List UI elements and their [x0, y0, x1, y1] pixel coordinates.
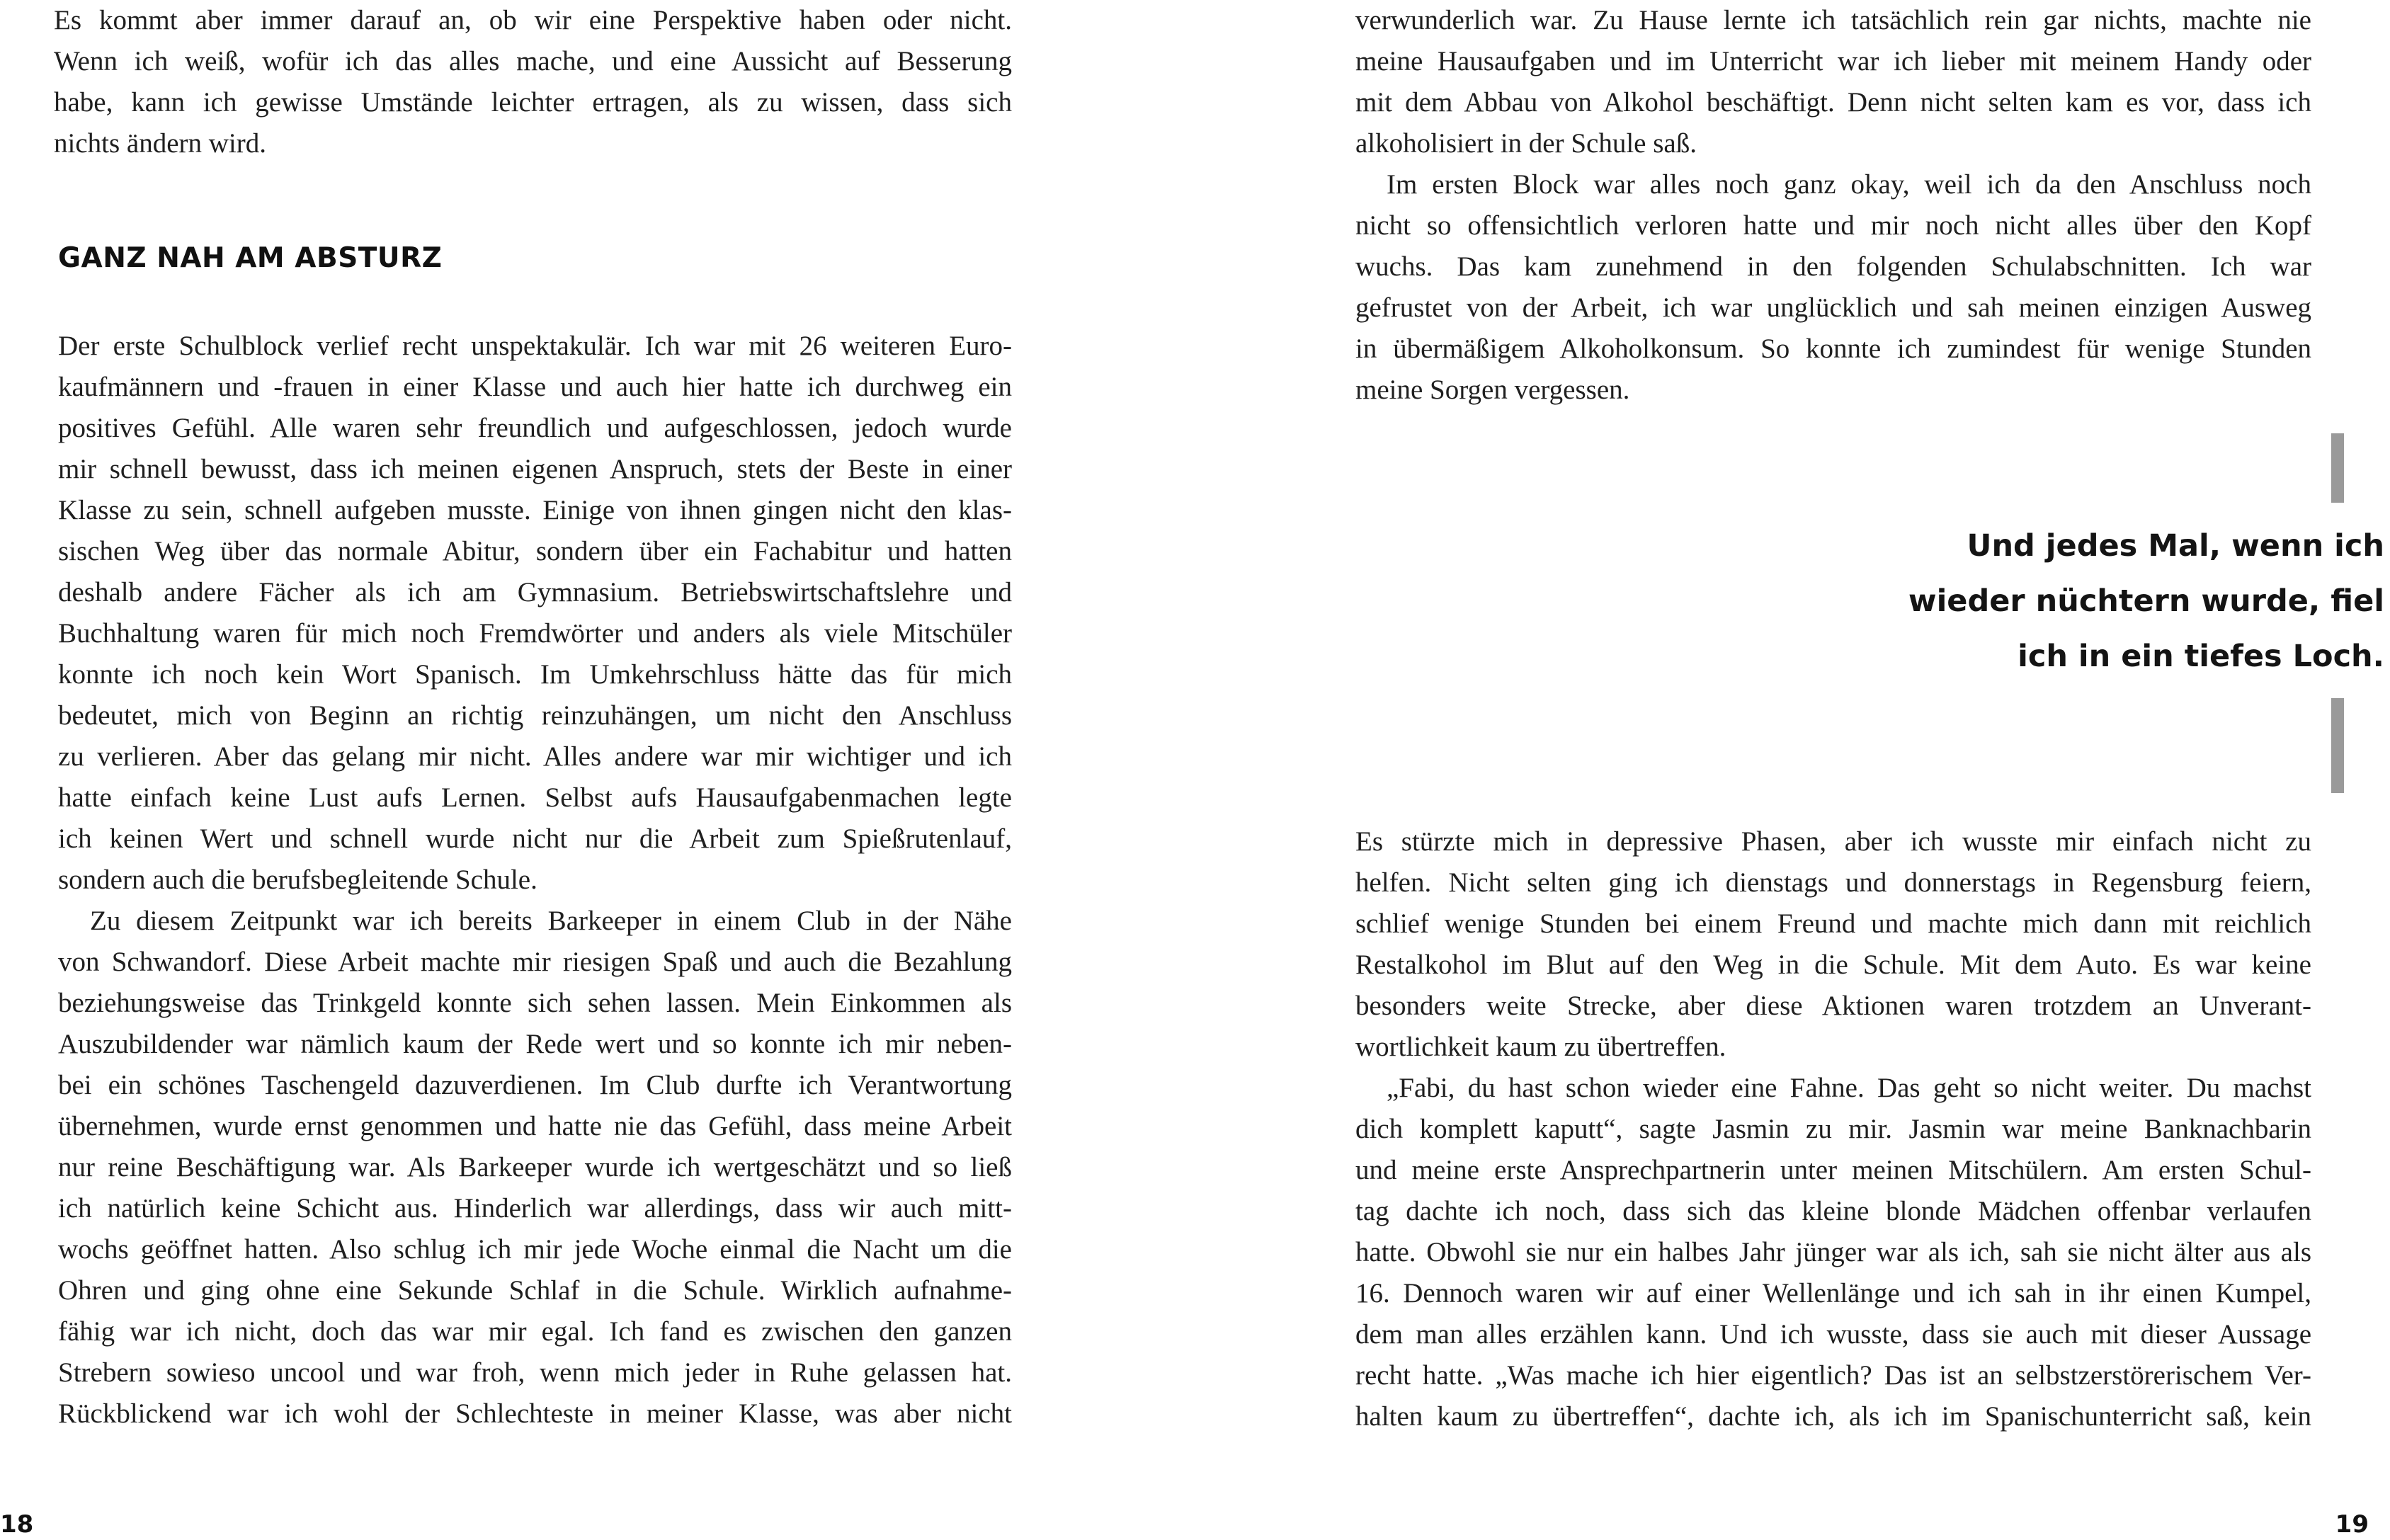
text-line: tag dachte ich noch, dass sich das kleine blonde Mädchen offenbar verlaufen — [1355, 1196, 2311, 1226]
text-line: Es stürzte mich in depressive Phasen, aber ich wusste mir einfach nicht zu — [1355, 826, 2311, 857]
text-line: Restalkohol im Blut auf den Weg in die Schule. Mit dem Auto. Es war keine — [1355, 949, 2311, 980]
text-line: hatte. Obwohl sie nur ein halbes Jahr jünger war als ich, sah sie nicht älter aus als — [1355, 1237, 2311, 1267]
text-line: helfen. Nicht selten ging ich dienstags und donnerstags in Regensburg feiern, — [1355, 867, 2311, 898]
text-line: dem man alles erzählen kann. Und ich wusste, dass sie auch mit dieser Aussage — [1355, 1319, 2311, 1350]
quote-line: ich in ein tiefes Loch. — [2018, 639, 2384, 674]
text-line: ich natürlich keine Schicht aus. Hinderlich war allerdings, dass wir auch mitt- — [58, 1193, 1012, 1224]
quote-line: Und jedes Mal, wenn ich — [1967, 528, 2384, 564]
text-line: Strebern sowieso uncool und war froh, wenn mich jeder in Ruhe gelassen hat. — [58, 1357, 1012, 1388]
quote-bar-bottom — [2331, 698, 2344, 793]
page-number: 18 — [0, 1510, 34, 1539]
text-line: bei ein schönes Taschengeld dazuverdienen. Im Club durfte ich Verantwortung — [58, 1070, 1012, 1100]
text-line: Der erste Schulblock verlief recht unspektakulär. Ich war mit 26 weiteren Euro- — [58, 331, 1012, 361]
text-line: mir schnell bewusst, dass ich meinen eigenen Anspruch, stets der Beste in einer — [58, 454, 1012, 484]
text-line: meine Sorgen vergessen. — [1355, 375, 1630, 405]
text-line: positives Gefühl. Alle waren sehr freundlich und aufgeschlossen, jedoch wurde — [58, 413, 1012, 443]
text-line: in übermäßigem Alkoholkonsum. So konnte ich zumindest für wenige Stunden — [1355, 333, 2311, 364]
text-line: Zu diesem Zeitpunkt war ich bereits Barkeeper in einem Club in der Nähe — [90, 906, 1012, 936]
text-line: wortlichkeit kaum zu übertreffen. — [1355, 1032, 1726, 1062]
text-line: Rückblickend war ich wohl der Schlechteste in meiner Klasse, was aber nicht — [58, 1398, 1012, 1429]
text-line: alkoholisiert in der Schule saß. — [1355, 128, 1697, 159]
text-line: „Fabi, du hast schon wieder eine Fahne. Das geht so nicht weiter. Du machst — [1387, 1073, 2311, 1103]
text-line: wuchs. Das kam zunehmend in den folgenden Schulabschnitten. Ich war — [1355, 251, 2311, 282]
text-line: fähig war ich nicht, doch das war mir egal. Ich fand es zwischen den ganzen — [58, 1316, 1012, 1347]
text-line: bedeutet, mich von Beginn an richtig reinzuhängen, um nicht den Anschluss — [58, 700, 1012, 731]
text-line: dich komplett kaputt“, sagte Jasmin zu mir. Jasmin war meine Banknachbarin — [1355, 1114, 2311, 1144]
text-line: kaufmännern und -frauen in einer Klasse und auch hier hatte ich durchweg ein — [58, 372, 1012, 402]
text-line: Auszubildender war nämlich kaum der Rede wert und so konnte ich mir neben- — [58, 1029, 1012, 1059]
right-page — [1195, 0, 2390, 1540]
quote-bar-top — [2331, 433, 2344, 503]
text-line: ich keinen Wert und schnell wurde nicht nur die Arbeit zum Spießrutenlauf, — [58, 823, 1012, 854]
section-heading: GANZ NAH AM ABSTURZ — [58, 242, 443, 274]
text-line: verwunderlich war. Zu Hause lernte ich tatsächlich rein gar nichts, machte nie — [1355, 5, 2311, 35]
text-line: 16. Dennoch waren wir auf einer Wellenlänge und ich sah in ihr einen Kumpel, — [1355, 1278, 2311, 1308]
quote-line: wieder nüchtern wurde, fiel — [1908, 583, 2384, 619]
text-line: mit dem Abbau von Alkohol beschäftigt. Denn nicht selten kam es vor, dass ich — [1355, 87, 2311, 118]
text-line: hatte einfach keine Lust aufs Lernen. Selbst aufs Hausaufgabenmachen legte — [58, 782, 1012, 813]
text-line: sondern auch die berufsbegleitende Schule. — [58, 865, 537, 895]
text-line: Buchhaltung waren für mich noch Fremdwörter und anders als viele Mitschüler — [58, 618, 1012, 649]
text-line: Wenn ich weiß, wofür ich das alles mache, und eine Aussicht auf Besserung — [54, 46, 1012, 76]
text-line: Klasse zu sein, schnell aufgeben musste. Einige von ihnen gingen nicht den klas- — [58, 495, 1012, 525]
text-line: habe, kann ich gewisse Umstände leichter ertragen, als zu wissen, dass sich — [54, 87, 1012, 118]
text-line: von Schwandorf. Diese Arbeit machte mir riesigen Spaß und auch die Bezahlung — [58, 947, 1012, 977]
text-line: halten kaum zu übertreffen“, dachte ich, als ich im Spanischunterricht saß, kein — [1355, 1401, 2311, 1432]
text-line: Im ersten Block war alles noch ganz okay, weil ich da den Anschluss noch — [1387, 169, 2311, 200]
text-line: beziehungsweise das Trinkgeld konnte sich sehen lassen. Mein Einkommen als — [58, 988, 1012, 1018]
text-line: Ohren und ging ohne eine Sekunde Schlaf in die Schule. Wirklich aufnahme- — [58, 1275, 1012, 1306]
text-line: deshalb andere Fächer als ich am Gymnasium. Betriebswirtschaftslehre und — [58, 577, 1012, 608]
text-line: gefrustet von der Arbeit, ich war unglücklich und sah meinen einzigen Ausweg — [1355, 292, 2311, 323]
text-line: konnte ich noch kein Wort Spanisch. Im Umkehrschluss hätte das für mich — [58, 659, 1012, 690]
text-line: wochs geöffnet hatten. Also schlug ich mir jede Woche einmal die Nacht um die — [58, 1234, 1012, 1265]
text-line: recht hatte. „Was mache ich hier eigentlich? Das ist an selbstzerstörerischem Ver- — [1355, 1360, 2311, 1391]
text-line: und meine erste Ansprechpartnerin unter meinen Mitschülern. Am ersten Schul- — [1355, 1155, 2311, 1185]
text-line: zu verlieren. Aber das gelang mir nicht. Alles andere war mir wichtiger und ich — [58, 741, 1012, 772]
text-line: besonders weite Strecke, aber diese Aktionen waren trotzdem an Unverant- — [1355, 991, 2311, 1021]
text-line: übernehmen, wurde ernst genommen und hatte nie das Gefühl, dass meine Arbeit — [58, 1111, 1012, 1141]
text-line: Es kommt aber immer darauf an, ob wir eine Perspektive haben oder nicht. — [54, 5, 1012, 35]
text-line: sischen Weg über das normale Abitur, sondern über ein Fachabitur und hatten — [58, 536, 1012, 566]
text-line: schlief wenige Stunden bei einem Freund und machte mich dann mit reichlich — [1355, 908, 2311, 939]
text-line: nicht so offensichtlich verloren hatte und mir noch nicht alles über den Kopf — [1355, 210, 2311, 241]
text-line: nichts ändern wird. — [54, 128, 267, 159]
page-number: 19 — [2335, 1510, 2369, 1539]
text-line: meine Hausaufgaben und im Unterricht war ich lieber mit meinem Handy oder — [1355, 46, 2311, 76]
text-line: nur reine Beschäftigung war. Als Barkeeper wurde ich wertgeschätzt und so ließ — [58, 1152, 1012, 1182]
